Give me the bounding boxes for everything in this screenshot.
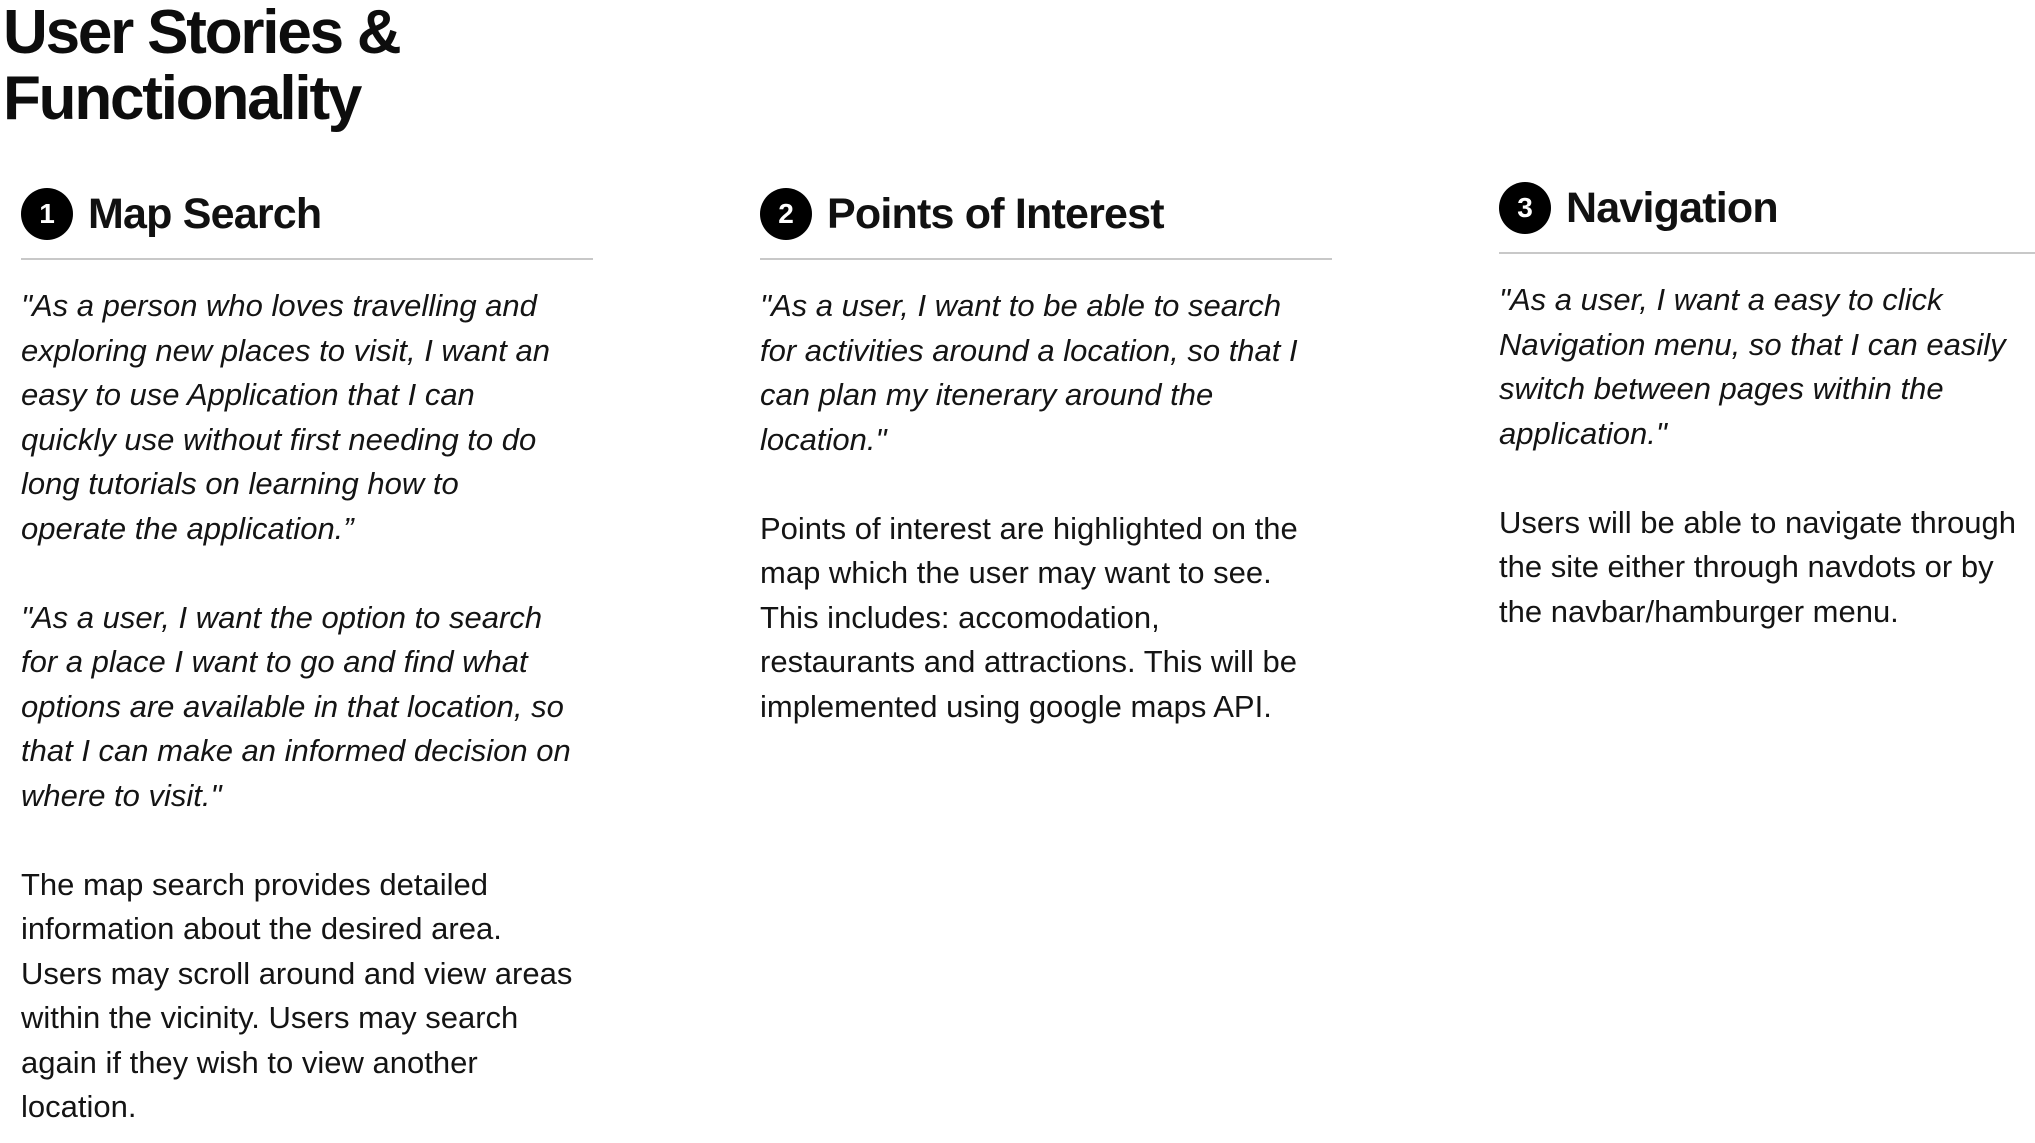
column-heading: Points of Interest [827,189,1164,238]
user-story-quote [760,284,1332,462]
column-heading: Navigation [1566,183,1778,232]
text-line: map which the user may want to see. [760,555,1272,590]
text-line: Points of interest are highlighted on the [760,510,1298,546]
column-header [760,186,1332,242]
text-line: long tutorials on learning how to [21,466,459,501]
page-title-line: Functionality [3,64,361,133]
functionality-description [1499,501,2035,635]
text-line: that I can make an informed decision on [21,733,571,768]
text-line: implemented using google maps API. [760,688,1272,724]
text-line: switch between pages within the [1499,371,1944,406]
user-story-quote [21,284,593,551]
number-badge: 2 [760,188,812,240]
text-line: restaurants and attractions. This will be [760,644,1298,679]
text-line: where to visit." [21,777,222,813]
text-line: exploring new places to visit, I want an [21,332,550,368]
text-line: Users may scroll around and view areas [21,955,573,991]
text-line: "As a user, I want to be able to search [760,288,1282,323]
story-column-navigation [1499,180,2035,634]
user-story-quote [21,596,593,819]
text-line: the navbar/hamburger menu. [1499,593,1899,629]
text-line: easy to use Application that I can [21,377,475,412]
divider [760,258,1332,260]
text-line: information about the desired area. [21,911,502,946]
number-badge: 1 [21,188,73,240]
user-story-quote [1499,278,2035,456]
text-line: location." [760,421,887,457]
divider [21,258,593,260]
text-line: This includes: accomodation, [760,599,1160,635]
number-badge: 3 [1499,182,1551,234]
text-line: Users will be able to navigate through [1499,504,2016,540]
page-title [3,0,399,132]
story-column-points-of-interest [760,186,1332,729]
text-line: "As a user, I want a easy to click [1499,282,1943,317]
text-line: can plan my itenerary around the [760,377,1214,412]
text-line: Navigation menu, so that I can easily [1499,326,2006,362]
text-line: the site either through navdots or by [1499,549,1994,584]
text-line: The map search provides detailed [21,866,488,902]
column-header [1499,180,2035,236]
text-line: operate the application.” [21,510,354,546]
text-line: options are available in that location, so [21,688,564,724]
functionality-description [760,507,1332,730]
column-header [21,186,593,242]
text-line: again if they wish to view another [21,1044,478,1080]
text-line: quickly use without first needing to do [21,421,537,457]
text-line: "As a user, I want the option to search [21,599,543,635]
functionality-description [21,863,593,1130]
text-line: within the vicinity. Users may search [21,1000,519,1035]
story-column-map-search [21,186,593,1130]
divider [1499,252,2035,254]
text-line: application." [1499,415,1667,451]
text-line: for a place I want to go and find what [21,644,528,679]
page-title-line: User Stories & [3,0,400,67]
text-line: "As a person who loves travelling and [21,288,537,323]
text-line: for activities around a location, so that I [760,332,1298,368]
text-line: location. [21,1089,137,1124]
column-heading: Map Search [88,189,322,238]
